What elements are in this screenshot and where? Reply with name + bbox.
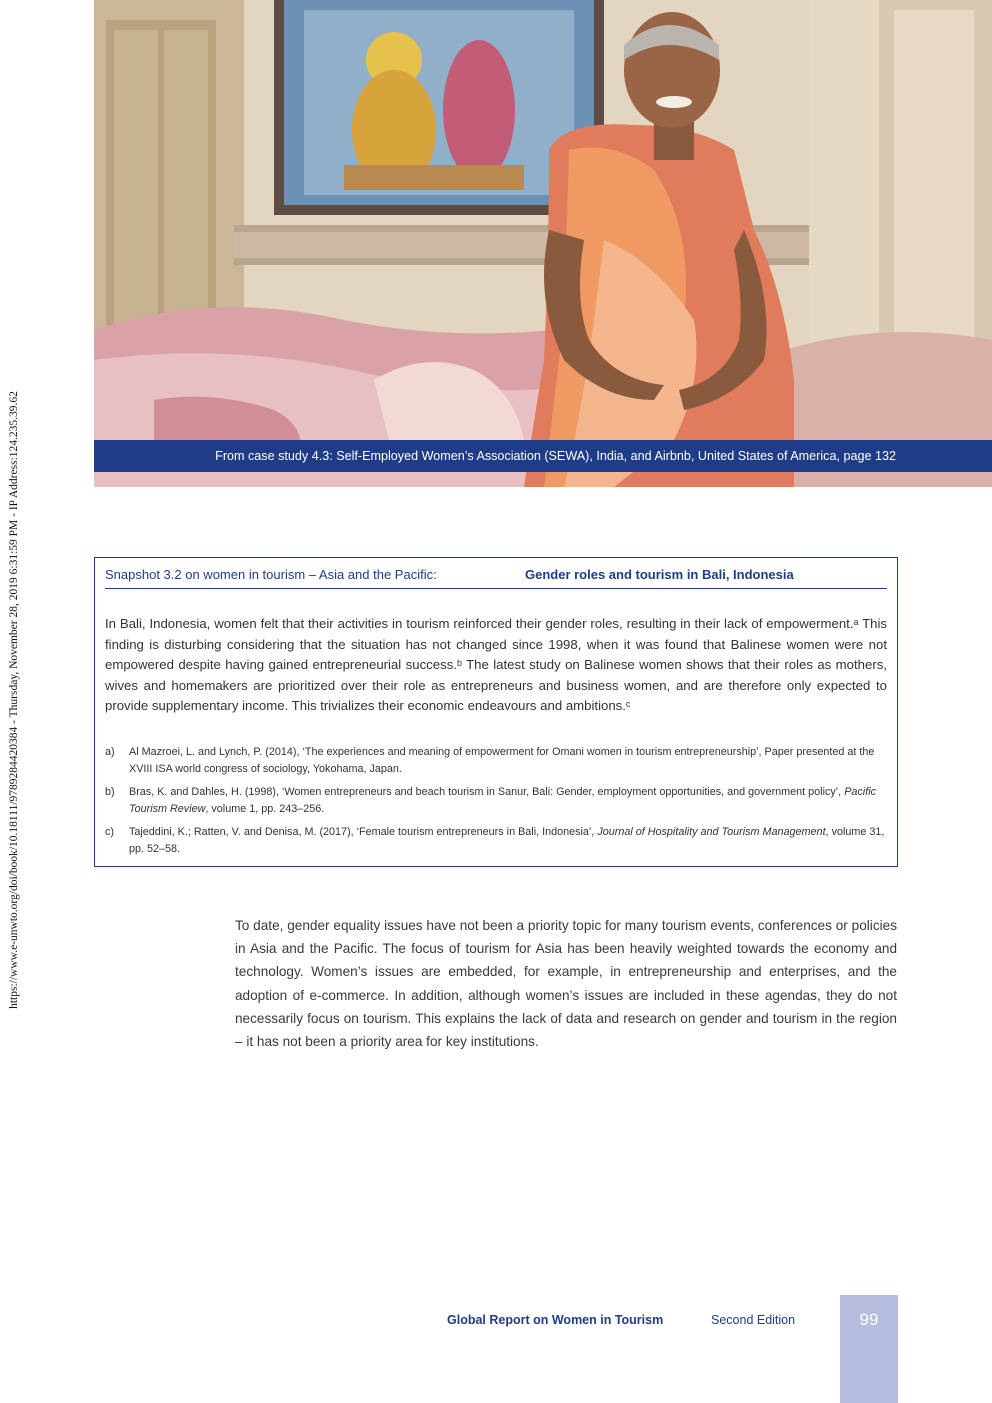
- snapshot-title: Gender roles and tourism in Bali, Indonesia: [525, 567, 794, 582]
- reference-journal: Pacific Tourism Review: [129, 786, 876, 815]
- snapshot-header: [105, 566, 887, 589]
- reference-marker: a): [105, 746, 115, 758]
- hero-photo: [94, 0, 992, 487]
- reference-marker: c): [105, 826, 114, 838]
- reference-text: [129, 824, 887, 858]
- body-paragraph: To date, gender equality issues have not been a priority topic for many tourism events, conferences or policies in Asia and the Pacific. The focus of tourism for Asia has been heavily weighted towards the economy and technology. Women’s issues are embedded, for example, in entrepreneurship and enterprises, and the adoption of e-commerce. In addition, although women’s issues are included in these agendas, they do not necessarily focus on tourism. This explains the lack of data and research on gender and tourism in the region – it has not been a priority area for key institutions.: [235, 918, 897, 1050]
- snapshot-label: Snapshot 3.2 on women in tourism – Asia and the Pacific:: [105, 567, 437, 582]
- reference-list: [105, 744, 887, 864]
- footer-edition: Second Edition: [711, 1313, 796, 1327]
- footer-report-title: Global Report on Women in Tourism: [447, 1313, 664, 1327]
- reference-citation: Bras, K. and Dahles, H. (1998), ‘Women entrepreneurs and beach tourism in Sanur, Bali: Gender, employment opportunities, and government policy’,: [129, 786, 845, 798]
- hero-caption: From case study 4.3: Self-Employed Women’s Association (SEWA), India, and Airbnb, United States of America, page 132: [94, 440, 992, 472]
- reference-item: [105, 744, 887, 778]
- reference-text: [129, 744, 887, 778]
- reference-journal: Journal of Hospitality and Tourism Management: [597, 826, 826, 838]
- page-number: 99: [859, 1310, 879, 1329]
- download-watermark: https://www.e-unwto.org/doi/book/10.18111/9789284420384 - Thursday, November 28, 2019 6:31:59 PM - IP Address:124.235.39.62: [8, 391, 20, 1009]
- reference-marker: b): [105, 786, 115, 798]
- page-number-box: [840, 1295, 898, 1403]
- reference-item: [105, 784, 887, 818]
- snapshot-box: [94, 557, 898, 867]
- snapshot-body: In Bali, Indonesia, women felt that their activities in tourism reinforced their gender roles, resulting in their lack of empowerment.ᵃ This finding is disturbing considering that the situation has not changed since 1998, when it was found that Balinese women were not empowered despite having gained entrepreneurial success.ᵇ The latest study on Balinese women shows that their roles as mothers, wives and homemakers are prioritized over their role as entrepreneurs and business women, and are therefore only expected to provide supplementary income. This trivializes their economic endeavours and ambitions.ᶜ: [105, 616, 887, 713]
- reference-text: [129, 784, 887, 818]
- reference-item: [105, 824, 887, 858]
- reference-volume: , volume 31, pp. 52–58.: [129, 826, 885, 855]
- reference-volume: , volume 1, pp. 243–256.: [205, 803, 325, 815]
- reference-citation: Al Mazroei, L. and Lynch, P. (2014), ‘The experiences and meaning of empowerment for Omani women in tourism entrepreneurship’, Paper presented at the XVIII ISA world congress of sociology, Yokohama, Japan.: [129, 746, 875, 775]
- reference-citation: Tajeddini, K.; Ratten, V. and Denisa, M. (2017), ‘Female tourism entrepreneurs in Bali, Indonesia’,: [129, 826, 598, 838]
